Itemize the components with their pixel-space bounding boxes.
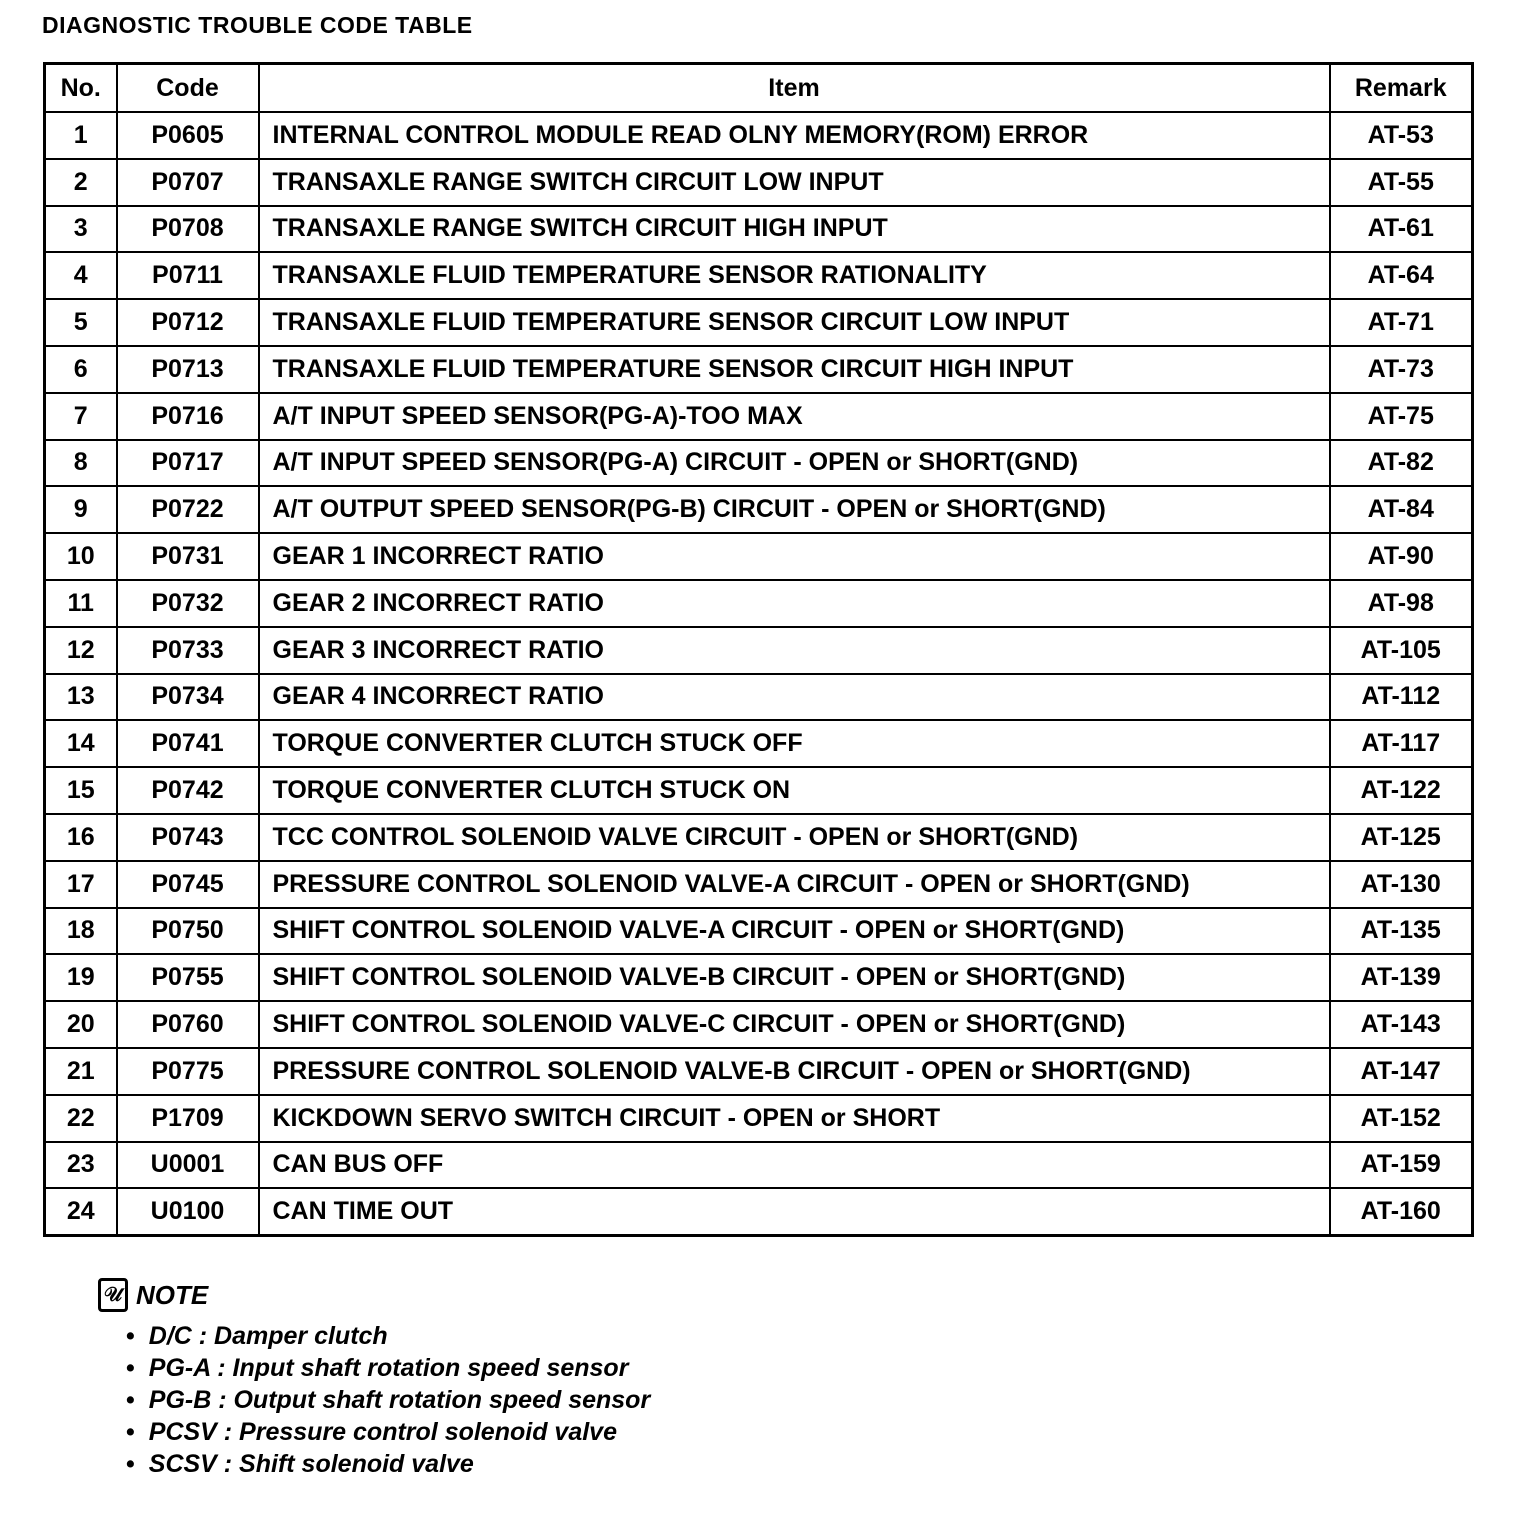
table-row <box>45 346 1473 393</box>
cell-no: 5 <box>45 299 117 346</box>
note-item: • PG-A : Input shaft rotation speed sensor <box>126 1352 650 1384</box>
cell-remark: AT-139 <box>1330 954 1473 1001</box>
cell-remark: AT-84 <box>1330 486 1473 533</box>
cell-code: P0734 <box>117 674 259 721</box>
cell-remark: AT-117 <box>1330 720 1473 767</box>
cell-remark: AT-159 <box>1330 1142 1473 1189</box>
cell-no: 13 <box>45 674 117 721</box>
cell-no: 22 <box>45 1095 117 1142</box>
header-code: Code <box>117 64 259 113</box>
cell-code: P0716 <box>117 393 259 440</box>
cell-item: TORQUE CONVERTER CLUTCH STUCK OFF <box>259 720 1330 767</box>
cell-remark: AT-143 <box>1330 1001 1473 1048</box>
cell-item: TRANSAXLE FLUID TEMPERATURE SENSOR CIRCUIT LOW INPUT <box>259 299 1330 346</box>
cell-item: TCC CONTROL SOLENOID VALVE CIRCUIT - OPEN or SHORT(GND) <box>259 814 1330 861</box>
cell-remark: AT-98 <box>1330 580 1473 627</box>
cell-no: 10 <box>45 533 117 580</box>
book-icon: 𝒰 <box>98 1278 128 1312</box>
cell-code: P0760 <box>117 1001 259 1048</box>
cell-item: SHIFT CONTROL SOLENOID VALVE-C CIRCUIT - OPEN or SHORT(GND) <box>259 1001 1330 1048</box>
table-row <box>45 440 1473 487</box>
cell-code: P0743 <box>117 814 259 861</box>
note-item: • D/C : Damper clutch <box>126 1320 650 1352</box>
cell-code: P0712 <box>117 299 259 346</box>
table-row <box>45 1188 1473 1235</box>
cell-remark: AT-105 <box>1330 627 1473 674</box>
cell-code: P0732 <box>117 580 259 627</box>
cell-remark: AT-75 <box>1330 393 1473 440</box>
cell-remark: AT-112 <box>1330 674 1473 721</box>
cell-no: 4 <box>45 252 117 299</box>
cell-item: TRANSAXLE RANGE SWITCH CIRCUIT LOW INPUT <box>259 159 1330 206</box>
table-row <box>45 533 1473 580</box>
cell-code: P0722 <box>117 486 259 533</box>
note-item: • PCSV : Pressure control solenoid valve <box>126 1416 650 1448</box>
header-no: No. <box>45 64 117 113</box>
cell-code: P0745 <box>117 861 259 908</box>
cell-no: 3 <box>45 206 117 253</box>
table-row <box>45 1095 1473 1142</box>
table-row <box>45 627 1473 674</box>
cell-no: 17 <box>45 861 117 908</box>
cell-remark: AT-160 <box>1330 1188 1473 1235</box>
cell-remark: AT-82 <box>1330 440 1473 487</box>
cell-item: A/T INPUT SPEED SENSOR(PG-A)-TOO MAX <box>259 393 1330 440</box>
cell-item: INTERNAL CONTROL MODULE READ OLNY MEMORY(ROM) ERROR <box>259 112 1330 159</box>
note-item: • PG-B : Output shaft rotation speed sensor <box>126 1384 650 1416</box>
table-header-row <box>45 64 1473 113</box>
table-row <box>45 1048 1473 1095</box>
cell-item: PRESSURE CONTROL SOLENOID VALVE-B CIRCUIT - OPEN or SHORT(GND) <box>259 1048 1330 1095</box>
cell-no: 9 <box>45 486 117 533</box>
cell-no: 23 <box>45 1142 117 1189</box>
cell-code: P0711 <box>117 252 259 299</box>
cell-item: KICKDOWN SERVO SWITCH CIRCUIT - OPEN or SHORT <box>259 1095 1330 1142</box>
cell-code: P1709 <box>117 1095 259 1142</box>
header-item: Item <box>259 64 1330 113</box>
cell-no: 15 <box>45 767 117 814</box>
note-item: • SCSV : Shift solenoid valve <box>126 1448 650 1480</box>
cell-remark: AT-147 <box>1330 1048 1473 1095</box>
cell-no: 12 <box>45 627 117 674</box>
cell-no: 14 <box>45 720 117 767</box>
cell-remark: AT-130 <box>1330 861 1473 908</box>
table-row <box>45 674 1473 721</box>
table-row <box>45 299 1473 346</box>
cell-remark: AT-125 <box>1330 814 1473 861</box>
cell-item: TORQUE CONVERTER CLUTCH STUCK ON <box>259 767 1330 814</box>
table-row <box>45 206 1473 253</box>
cell-code: P0731 <box>117 533 259 580</box>
cell-item: SHIFT CONTROL SOLENOID VALVE-A CIRCUIT - OPEN or SHORT(GND) <box>259 908 1330 955</box>
cell-no: 8 <box>45 440 117 487</box>
cell-code: P0775 <box>117 1048 259 1095</box>
cell-remark: AT-53 <box>1330 112 1473 159</box>
table-row <box>45 1142 1473 1189</box>
cell-no: 19 <box>45 954 117 1001</box>
cell-remark: AT-122 <box>1330 767 1473 814</box>
cell-remark: AT-73 <box>1330 346 1473 393</box>
note-section <box>98 1278 650 1480</box>
cell-item: PRESSURE CONTROL SOLENOID VALVE-A CIRCUIT - OPEN or SHORT(GND) <box>259 861 1330 908</box>
table-row <box>45 720 1473 767</box>
cell-item: GEAR 3 INCORRECT RATIO <box>259 627 1330 674</box>
cell-no: 21 <box>45 1048 117 1095</box>
cell-remark: AT-71 <box>1330 299 1473 346</box>
table-row <box>45 486 1473 533</box>
dtc-table <box>43 62 1474 1237</box>
table-row <box>45 954 1473 1001</box>
table-body <box>45 112 1473 1236</box>
cell-item: TRANSAXLE FLUID TEMPERATURE SENSOR CIRCUIT HIGH INPUT <box>259 346 1330 393</box>
cell-code: U0001 <box>117 1142 259 1189</box>
cell-item: A/T OUTPUT SPEED SENSOR(PG-B) CIRCUIT - OPEN or SHORT(GND) <box>259 486 1330 533</box>
cell-code: P0708 <box>117 206 259 253</box>
cell-item: TRANSAXLE FLUID TEMPERATURE SENSOR RATIONALITY <box>259 252 1330 299</box>
header-remark: Remark <box>1330 64 1473 113</box>
cell-remark: AT-152 <box>1330 1095 1473 1142</box>
table-row <box>45 814 1473 861</box>
table-row <box>45 861 1473 908</box>
table-row <box>45 1001 1473 1048</box>
cell-item: A/T INPUT SPEED SENSOR(PG-A) CIRCUIT - OPEN or SHORT(GND) <box>259 440 1330 487</box>
note-label: NOTE <box>136 1279 209 1310</box>
cell-code: P0717 <box>117 440 259 487</box>
cell-no: 18 <box>45 908 117 955</box>
cell-no: 7 <box>45 393 117 440</box>
cell-item: CAN BUS OFF <box>259 1142 1330 1189</box>
cell-remark: AT-64 <box>1330 252 1473 299</box>
cell-item: GEAR 4 INCORRECT RATIO <box>259 674 1330 721</box>
cell-remark: AT-90 <box>1330 533 1473 580</box>
cell-code: P0755 <box>117 954 259 1001</box>
cell-no: 1 <box>45 112 117 159</box>
cell-no: 6 <box>45 346 117 393</box>
cell-code: P0713 <box>117 346 259 393</box>
cell-item: SHIFT CONTROL SOLENOID VALVE-B CIRCUIT - OPEN or SHORT(GND) <box>259 954 1330 1001</box>
table-row <box>45 159 1473 206</box>
cell-no: 16 <box>45 814 117 861</box>
table-row <box>45 393 1473 440</box>
note-list <box>126 1320 650 1480</box>
table-row <box>45 112 1473 159</box>
table-row <box>45 908 1473 955</box>
cell-no: 20 <box>45 1001 117 1048</box>
cell-remark: AT-55 <box>1330 159 1473 206</box>
table-row <box>45 767 1473 814</box>
cell-no: 2 <box>45 159 117 206</box>
cell-code: P0707 <box>117 159 259 206</box>
table-row <box>45 252 1473 299</box>
cell-code: P0742 <box>117 767 259 814</box>
cell-item: TRANSAXLE RANGE SWITCH CIRCUIT HIGH INPUT <box>259 206 1330 253</box>
page-title: DIAGNOSTIC TROUBLE CODE TABLE <box>42 12 473 38</box>
cell-item: GEAR 2 INCORRECT RATIO <box>259 580 1330 627</box>
table-row <box>45 580 1473 627</box>
cell-code: P0750 <box>117 908 259 955</box>
cell-code: U0100 <box>117 1188 259 1235</box>
cell-item: CAN TIME OUT <box>259 1188 1330 1235</box>
cell-remark: AT-61 <box>1330 206 1473 253</box>
cell-no: 11 <box>45 580 117 627</box>
cell-item: GEAR 1 INCORRECT RATIO <box>259 533 1330 580</box>
cell-code: P0605 <box>117 112 259 159</box>
cell-remark: AT-135 <box>1330 908 1473 955</box>
cell-no: 24 <box>45 1188 117 1235</box>
cell-code: P0741 <box>117 720 259 767</box>
cell-code: P0733 <box>117 627 259 674</box>
